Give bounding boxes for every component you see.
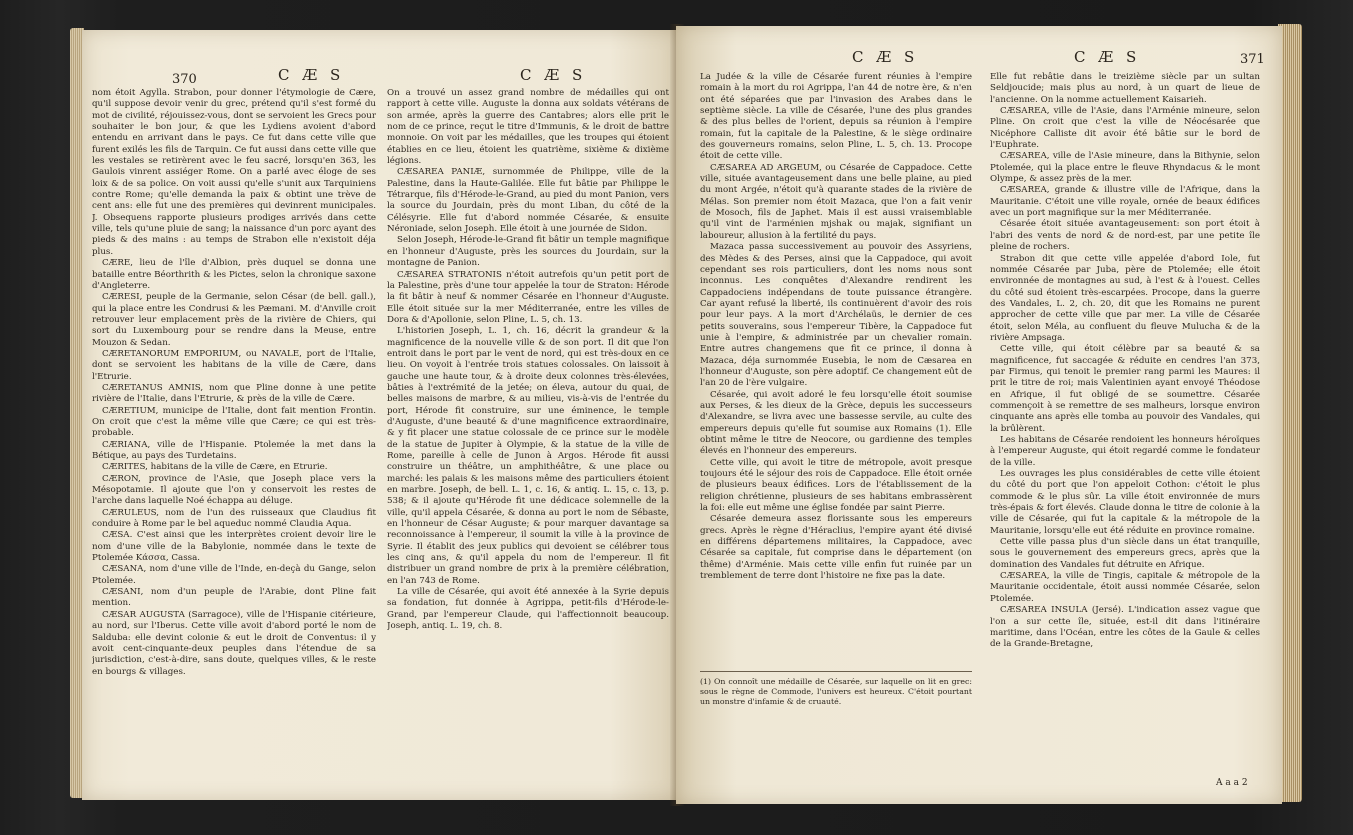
- paragraph: CÆSAREA, ville de l'Asie mineure, dans la Bithynie, selon Ptolemée, qui la place entre le fleuve Rhyndacus & le mont Olympe, & assez près de la mer.: [990, 151, 1260, 185]
- paragraph: L'historien Joseph, L. 1, ch. 16, décrit la grandeur & la magnificence de la nouvelle ville & de son port. Il dit que l'on entroit dans le port par le vent de nord, qui est très-doux en ce lieu. On voyoit à l'entrée trois statues colossales. On laissoit à gauche une haute tour, & à droite deux colonnes très-élevées, bâties à l'extrémité de la jetée; on éleva, autour du quai, de belles maisons de marbre, & au milieu, vis-à-vis de l'entrée du port, Hérode fit construire, sur une éminence, le temple d'Auguste, d'une beauté & d'une magnificence extraordinaire, & y fit placer une statue colossale de ce prince sur le modèle de la statue de Jupiter à Olympie, & la statue de la ville de Rome, pareille à celle de Junon à Argos. Hérode fit aussi construire un théâtre, un amphithéâtre, & une place ou marché: les palais & les maisons même des particuliers étoient en marbre. Joseph, de bell. L. 1, c. 16, & antiq. L. 15, c. 13, p. 538; & il ajoute qu'Hérode fit une dédicace solemnelle de la ville, qu'il appela Césarée, & donna au port le nom de Sébaste, en l'honneur de César Auguste; & pour marquer davantage sa reconnoissance à l'empereur, il soumit la ville à la province de Syrie. Il établit des jeux publics qui devoient se célébrer tous les cinq ans, & qu'il appela du nom de l'empereur. Il fit distribuer un grand nombre de prix à la première célébration, en l'an 743 de Rome.: [387, 326, 669, 586]
- text-column-left-2: [387, 88, 669, 748]
- paragraph: CÆSAR AUGUSTA (Sarragoce), ville de l'Hispanie citérieure, au nord, sur l'Iberus. Cette ville avoit d'abord porté le nom de Salduba: elle devint colonie & eut le droit de Conventus: il y avoit cent-cinquante-deux peuples dans l'étendue de sa jurisdiction, c'est-à-dire, sans doute, quelques villes, & le reste en bourgs & villages.: [92, 609, 376, 677]
- paragraph: La Judée & la ville de Césarée furent réunies à l'empire romain à la mort du roi Agrippa, l'an 44 de notre ère, & n'en ont été séparées que par l'invasion des Arabes dans le septième siècle. La ville de Césarée, l'une des plus grandes & des plus belles de l'orient, depuis sa réunion à l'empire romain, fut la capitale de la Palestine, & le siège ordinaire des gouverneurs romains, selon Pline, L. 5, ch. 13. Procope étoit de cette ville.: [700, 72, 972, 162]
- paragraph: Césarée demeura assez florissante sous les empereurs grecs. Après le règne d'Héraclius, l'empire ayant été divisé en différens départemens militaires, la Cappadoce, avec Césarée sa capitale, fut comprise dans le département (on thême) d'Arménie. Mais cette ville enfin fut ruinée par un tremblement de terre dont l'histoire ne fixe pas la date.: [700, 514, 972, 582]
- running-header: C Æ S: [520, 66, 587, 84]
- paragraph: CÆRETANORUM EMPORIUM, ou NAVALE, port de l'Italie, dont se servoient les habitans de la ville de Cære, dans l'Etrurie.: [92, 348, 376, 382]
- paragraph: CÆRE, lieu de l'île d'Albion, près duquel se donna une bataille entre Béorthrith & les Pictes, selon la chronique saxone d'Angleterre.: [92, 258, 376, 291]
- running-header: C Æ S: [1074, 48, 1141, 66]
- paragraph: CÆSA. C'est ainsi que les interprètes croient devoir lire le nom d'une ville de la Babylonie, nommée dans le texte de Ptolemée Κάσσα, Cassa.: [92, 530, 376, 564]
- footnote-rule: [700, 671, 972, 672]
- paragraph: CÆRETIUM, municipe de l'Italie, dont fait mention Frontin. On croit que c'est la même ville que Cære; ce qui est très-probable.: [92, 405, 376, 439]
- paragraph: Césarée étoit située avantageusement: son port étoit à l'abri des vents de nord & de nord-est, par une petite île pleine de rochers.: [990, 219, 1260, 253]
- paragraph: Césarée, qui avoit adoré le feu lorsqu'elle étoit soumise aux Perses, & les dieux de la Grèce, depuis les successeurs d'Alexandre, se livra avec une bassesse servile, au culte des empereurs depuis qu'elle fut soumise aux Romains (1). Elle obtint même le titre de Neocore, ou gardienne des temples élevés en l'honneur des empereurs.: [700, 389, 972, 457]
- paragraph: CÆRON, province de l'Asie, que Joseph place vers la Mésopotamie. Il ajoute que l'on y conservoit les restes de l'arche dans laquelle Noé échappa au déluge.: [92, 473, 376, 507]
- paragraph: Cette ville passa plus d'un siècle dans un état tranquille, sous le gouvernement des empereurs grecs, après que la domination des Vandales fut détruite en Afrique.: [990, 537, 1260, 570]
- text-column-right-2: [990, 72, 1260, 782]
- paragraph: CÆSANA, nom d'une ville de l'Inde, en-deçà du Gange, selon Ptolemée.: [92, 564, 376, 586]
- footnote: [700, 677, 972, 721]
- paragraph: Les habitans de Césarée rendoient les honneurs héroïques à l'empereur Auguste, qui étoit regardé comme le fondateur de la ville.: [990, 435, 1260, 468]
- paragraph: On a trouvé un assez grand nombre de médailles qui ont rapport à cette ville. Auguste la donna aux soldats vétérans de son armée, après la guerre des Cantabres; alors elle prit le nom de ce prince, reçut le titre d'Immunis, & le droit de battre monnoie. On voit par les médailles, que les troupes qui étoient établies en ce lieu, étoient les quatrième, sixième & dixième légions.: [387, 88, 669, 167]
- paragraph: Elle fut rebâtie dans le treizième siècle par un sultan Seldjoucide; mais plus au nord, à un quart de lieue de l'ancienne. On la nomme actuellement Kaisarieh.: [990, 72, 1260, 105]
- paragraph: La ville de Césarée, qui avoit été annexée à la Syrie depuis sa fondation, fut donnée à Agrippa, petit-fils d'Hérode-le-Grand, par l'empereur Claude, qui l'affectionnoit beaucoup. Joseph, antiq. L. 19, ch. 8.: [387, 587, 669, 632]
- running-header: C Æ S: [852, 48, 919, 66]
- paragraph: nom étoit Agylla. Strabon, pour donner l'étymologie de Cære, qu'il suppose devoir venir du grec, prétend qu'il s'est formé du mot de civilité, réjouissez-vous, dont se servoient les Grecs pour souhaiter le bon jour, & que les Lydiens avoient d'abord entendu en arrivant dans le pays. Ce fut dans cette ville que furent exilés les fils de Tarquin. Ce fut aussi dans cette ville que les vestales se retirèrent avec le feu sacré, lorsqu'en 363, les Gaulois vinrent assiéger Rome. On a parlé avec éloge de ses loix & de sa police. On voit aussi qu'elle s'unit aux Tarquiniens contre Rome; qu'elle demanda la paix & obtint une trève de cent ans: elle fut une des premières qui devinrent municipales. J. Obsequens rapporte plusieurs prodiges arrivés dans cette ville, tels qu'une pluie de sang; la naissance d'un porc ayant des pieds & des mains : au temps de Strabon elle n'existoit déja plus.: [92, 88, 376, 257]
- paragraph: CÆSAREA, la ville de Tingis, capitale & métropole de la Mauritanie occidentale, étoit aussi nommée Césarée, selon Ptolemée.: [990, 571, 1260, 604]
- text-column-left-1: [92, 88, 376, 788]
- paragraph: CÆSAREA PANIÆ, surnommée de Philippe, ville de la Palestine, dans la Haute-Galilée. Elle fut bâtie par Philippe le Tétrarque, fils d'Hérode-le-Grand, au pied du mont Panion, vers la source du Jourdain, près du mont Liban, du côté de la Célésyrie. Elle fut d'abord nommée Césarée, & ensuite Néroniade, selon Joseph. Elle étoit à une journée de Sidon.: [387, 167, 669, 235]
- paragraph: CÆRESI, peuple de la Germanie, selon César (de bell. gall.), qui la place entre les Condrusi & les Pæmani. M. d'Anville croit retrouver leur emplacement près de la rivière de Chiers, qui sort du Luxembourg pour se rendre dans la Meuse, entre Mouzon & Sedan.: [92, 292, 376, 348]
- page-number: 371: [1240, 52, 1265, 67]
- paragraph: Cette ville, qui étoit célèbre par sa beauté & sa magnificence, fut saccagée & réduite en cendres l'an 373, par Firmus, qui tenoit le premier rang parmi les Maures: il prit le titre de roi; mais Valentinien ayant envoyé Théodose en Afrique, il fut obligé de se soumettre. Césarée commençoit à se remettre de ses malheurs, lorsque environ cinquante ans après elle tomba au pouvoir des Vandales, qui la brûlèrent.: [990, 344, 1260, 434]
- paragraph: CÆSAREA AD ARGEUM, ou Césarée de Cappadoce. Cette ville, située avantageusement dans une belle plaine, au pied du mont Argée, n'étoit qu'à quarante stades de la rivière de Mélas. Son premier nom étoit Mazaca, que l'on a fait venir de Mosoch, fils de Japhet. Mais il est aussi vraisemblable qu'il vint de l'arménien mjshak ou majak, signifiant un laboureur, allusion à la fertilité du pays.: [700, 162, 972, 241]
- paragraph: CÆRULEUS, nom de l'un des ruisseaux que Claudius fit conduire à Rome par le bel aqueduc nommé Claudia Aqua.: [92, 507, 376, 530]
- running-header: C Æ S: [278, 66, 345, 84]
- paragraph: Cette ville, qui avoit le titre de métropole, avoit presque toujours été le séjour des rois de Cappadoce. Elle étoit ornée de plusieurs beaux édifices. Lors de l'établissement de la religion chrétienne, plusieurs de ses habitans embrassèrent la foi: elle eut même une église fondée par saint Pierre.: [700, 457, 972, 514]
- paragraph: Mazaca passa successivement au pouvoir des Assyriens, des Mèdes & des Perses, ainsi que la Cappadoce, qui avoit cependant ses rois particuliers, dont les noms nous sont inconnus. Les conquêtes d'Alexandre rendirent les Cappadociens indépendans de toute puissance étrangère. Car ayant refusé la liberté, ils continuèrent d'avoir des rois pour leur pays. A la mort d'Archélaüs, le dernier de ces petits souverains, sous l'empereur Tibère, la Cappadoce fut unie à l'empire, & administrée par un chevalier romain. Entre autres changemens que fit ce prince, il donna à Mazaca, déja surnommée Eusebia, le nom de Cæsarea en l'honneur d'Auguste, son père adoptif. Ce changement eût de l'an 20 de l'ère vulgaire.: [700, 242, 972, 389]
- paragraph: Strabon dit que cette ville appelée d'abord Iole, fut nommée Césarée par Juba, père de Ptolemée; elle étoit environnée de montagnes au sud, à l'est & à l'ouest. Celles du côté sud étoient très-escarpées. Procope, dans la guerre des Vandales, L. 2, ch. 20, dit que les Romains ne purent approcher de cette ville que par mer. La ville de Césarée étoit, selon Méla, au confluent du fleuve Mulucha & de la rivière Ampsaga.: [990, 253, 1260, 343]
- paragraph: Les ouvrages les plus considérables de cette ville étoient du côté du port que l'on appeloit Cothon: c'étoit le plus commode & le plus sûr. La ville étoit environnée de murs très-épais & fort élevés. Claude donna le titre de colonie à la ville de Césarée, qui fut la capitale & la métropole de la Mauritanie, lorsqu'elle eut été réduite en province romaine.: [990, 469, 1260, 536]
- paragraph: CÆSANI, nom d'un peuple de l'Arabie, dont Pline fait mention.: [92, 587, 376, 609]
- page-number: 370: [172, 72, 197, 87]
- paragraph: CÆRETANUS AMNIS, nom que Pline donne à une petite rivière de l'Italie, dans l'Etrurie, & près de la ville de Cære.: [92, 382, 376, 405]
- paragraph: CÆSAREA, ville de l'Asie, dans l'Arménie mineure, selon Pline. On croit que c'est la ville de Néocésarée que Nicéphore Calliste dit avoir été bâtie sur le bord de l'Euphrate.: [990, 106, 1260, 151]
- paragraph: CÆRITES, habitans de la ville de Cære, en Etrurie.: [102, 462, 328, 473]
- paragraph: CÆSAREA INSULA (Jersé). L'indication assez vague que l'on a sur cette île, située, est-il dit dans l'itinéraire maritime, dans l'Océan, entre les côtes de la Gaule & celles de la Grande-Bretagne,: [990, 605, 1260, 650]
- right-page: [676, 26, 1282, 804]
- paragraph: CÆSAREA STRATONIS n'étoit autrefois qu'un petit port de la Palestine, près d'une tour appelée la tour de Straton: Hérode la fit bâtir à neuf & nommer Césarée en l'honneur d'Auguste. Elle étoit située sur la mer Méditerranée, entre les villes de Dora & d'Apollonie, selon Pline, L. 5, ch. 13.: [387, 269, 669, 325]
- paragraph: CÆSAREA, grande & illustre ville de l'Afrique, dans la Mauritanie. C'étoit une ville royale, ornée de beaux édifices avec un port magnifique sur la mer Méditerranée.: [990, 185, 1260, 219]
- paragraph: CÆRIANA, ville de l'Hispanie. Ptolemée la met dans la Bétique, au pays des Turdetains.: [92, 439, 376, 461]
- paragraph: Selon Joseph, Hérode-le-Grand fit bâtir un temple magnifique en l'honneur d'Auguste, près les sources du Jourdain, sur la montagne de Panion.: [387, 235, 669, 269]
- footnote-text: (1) On connoît une médaille de Césarée, sur laquelle on lit en grec: sous le règne de Commode, l'univers est heureux. C'étoit pourtant un monstre d'infamie & de cruauté.: [700, 677, 972, 706]
- text-column-right-1: [700, 72, 972, 667]
- signature-mark: A a a 2: [1216, 778, 1248, 788]
- left-page: [82, 30, 682, 800]
